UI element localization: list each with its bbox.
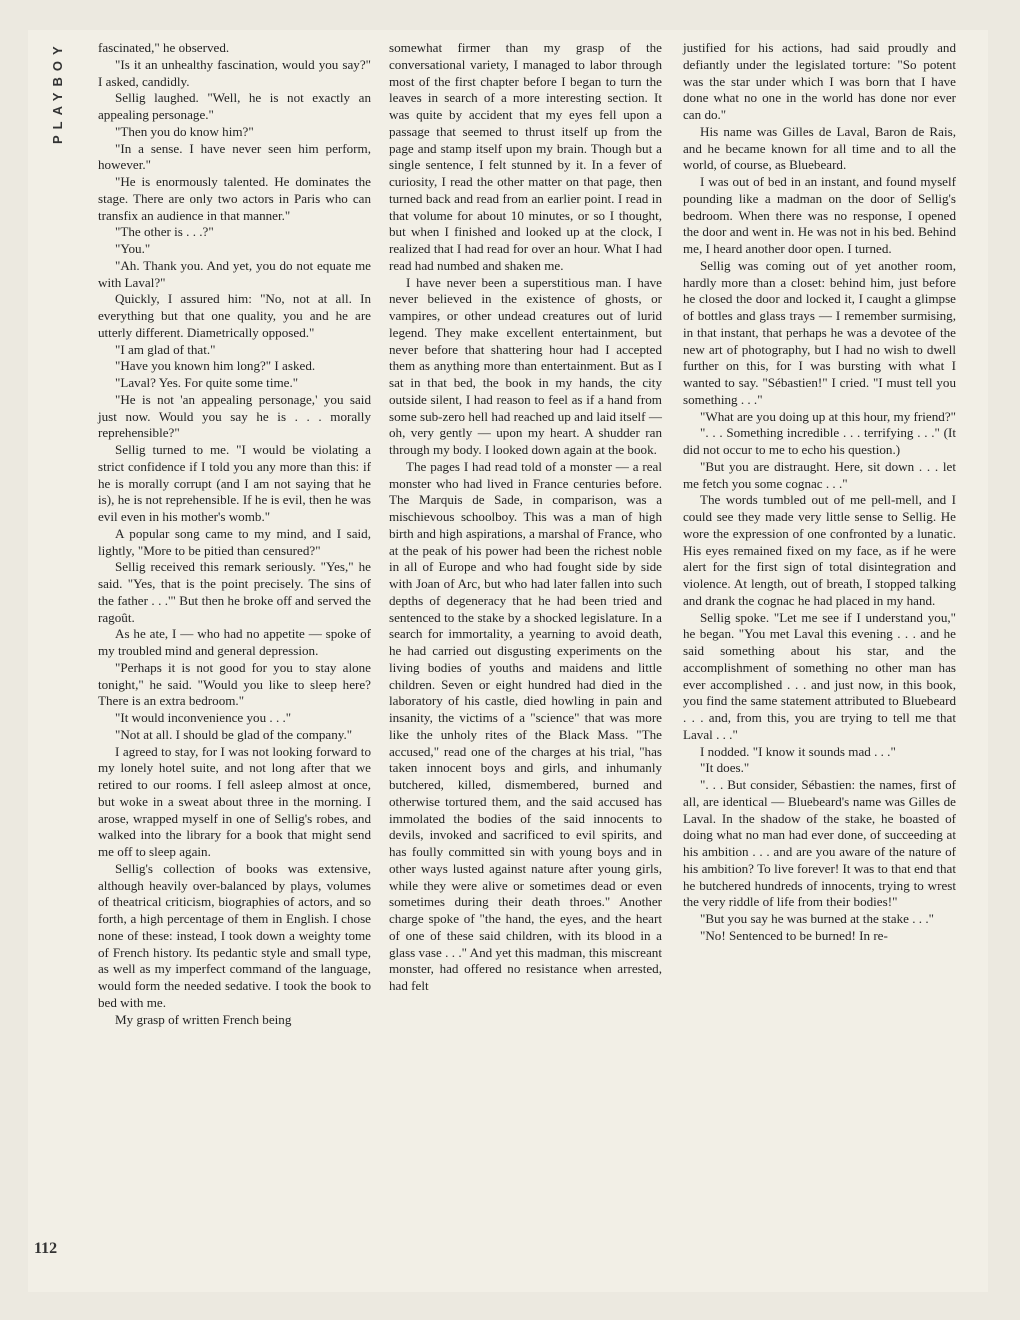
paragraph: Quickly, I assured him: "No, not at all. In everything but that one quality, you and he are utterly different. Diametrically opposed." xyxy=(98,291,371,340)
paragraph: "Laval? Yes. For quite some time." xyxy=(115,375,299,390)
paragraph: I have never been a superstitious man. I have never believed in the existence of ghosts, or vampires, or other undead creatures out of lurid legend. They make excellent entertainment, but never before that shattering hour had I accepted them as anything more than entertainment. But as I sat in that bed, the book in my hands, the city outside silent, I had reason to feel as if a hand from some sub-zero hell had reached up and laid itself — oh, very gently — upon my heart. A shudder ran through my body. I looked down again at the book. xyxy=(389,274,662,457)
paragraph: ". . . Something incredible . . . terrifying . . ." (It did not occur to me to echo his question.) xyxy=(683,425,956,457)
paragraph: "Have you known him long?" I asked. xyxy=(115,358,316,374)
paragraph: "But you say he was burned at the stake . . ." xyxy=(700,911,934,926)
paragraph: "Is it an unhealthy fascination, would you say?" I asked, candidly. xyxy=(98,56,371,89)
paragraph: "I am glad of that." xyxy=(115,341,216,357)
paragraph: His name was Gilles de Laval, Baron de Rais, and he became known for all time and to all the world, of course, as Bluebeard. xyxy=(683,123,956,173)
paragraph: My grasp of written French being xyxy=(115,1011,292,1027)
paragraph: "You." xyxy=(115,241,151,256)
paragraph: somewhat firmer than my grasp of the conversational variety, I managed to labor through most of the first chapter before I began to turn the leaves in search of a more interesting section. It was quite by accident that my eyes fell upon a passage that seemed to thrust itself up from the page and stamp itself upon my brain. Though but a single sentence, I felt stunned by it. In a fever of curiosity, I read the other matter on that page, then turned back and read from an earlier point. I read in that volume for about 10 minutes, or so I thought, but when I finished and looked up at the clock, I realized that I had read for over an hour. What I had read had numbed and shaken me. xyxy=(389,40,662,273)
paragraph: I nodded. "I know it sounds mad . . ." xyxy=(700,743,896,759)
paragraph: "He is enormously talented. He dominates the stage. There are only two actors in Paris who can transfix an audience in that manner." xyxy=(98,174,371,223)
paragraph: "Not at all. I should be glad of the company." xyxy=(115,726,353,742)
paragraph: Sellig laughed. "Well, he is not exactly an appealing personage." xyxy=(98,90,371,122)
paragraph: Sellig's collection of books was extensive, although heavily over-balanced by plays, volumes of theatrical criticism, biographies of actors, and so forth, a high percentage of them in English. I chose none of these: instead, I took down a weighty tome of French history. Its pedantic style and small type, as well as my imperfect command of the language, would form the needed sedative. I took the book to bed with me. xyxy=(98,860,371,1010)
paragraph: "Then you do know him?" xyxy=(115,123,254,139)
paragraph: I was out of bed in an instant, and found myself pounding like a madman on the door of Sellig's bedroom. When there was no response, I opened the door and went in. He was not in his bed. Behind me, I heard another door open. I turned. xyxy=(683,174,956,256)
paragraph: The pages I had read told of a monster — a real monster who had lived in France centuries before. The Marquis de Sade, in comparison, was a mischievous schoolboy. This was a man of high birth and high aspirations, a marshal of France, who at the peak of his power had been the richest noble in all of Europe and who had fought side by side with Joan of Arc, but who had later fallen into such depths of degeneracy that he had been tried and sentenced to the stake by a shocked legislature. In a search for immortality, a yearning to avoid death, he had carried out disgusting experiments on the living bodies of youths and maidens and little children. Seven or eight hundred had died in the laboratory of his castle, died howling in pain and insanity, the victims of a "science" that was more like the unholy rites of the Black Mass. "The accused," read one of the charges at his trial, "has taken innocent boys and girls, and inhumanly butchered, killed, dismembered, burned and otherwise tortured them, and the said accused has immolated the bodies of the said innocents to devils, invoked and sacrificed to evil spirits, and has foully committed sin with young boys and in other ways lusted against nature after young girls, while they were alive or sometimes dead or even sometimes during their death throes." Another charge spoke of "the hand, the eyes, and the heart of one of these said children, with its blood in a glass vase . . ." And yet this madman, this miscreant monster, had offered no resistance when arrested, had felt xyxy=(389,458,662,993)
page-number: 112 xyxy=(34,1240,58,1257)
paragraph: Sellig received this remark seriously. "Yes," he said. "Yes, that is the point precisely. The sins of the father . . .'" But then he broke off and served the ragoût. xyxy=(98,559,371,625)
paragraph: "It would inconvenience you . . ." xyxy=(115,710,292,725)
paragraph: As he ate, I — who had no appetite — spoke of my troubled mind and general depression. xyxy=(98,626,371,658)
text-column-3 xyxy=(683,40,956,945)
magazine-name: PLAYBOY xyxy=(50,40,65,144)
paragraph: fascinated," he observed. xyxy=(98,40,230,55)
paragraph: "In a sense. I have never seen him perform, however." xyxy=(98,140,371,173)
paragraph: "What are you doing up at this hour, my friend?" xyxy=(700,408,956,424)
paragraph: Sellig spoke. "Let me see if I understand you," he began. "You met Laval this evening . . . and he said something about his star, and the accomplishment of something no other man has ever accomplished . . . and just now, in this book, you find the same statement attributed to Bluebeard . . . and, from this, you are trying to tell me that Laval . . ." xyxy=(683,609,956,742)
paragraph: justified for his actions, had said proudly and defiantly under the legislated torture: "So potent was the star under which I was born that I have done what no one in the world has done nor ever can do." xyxy=(683,40,956,122)
paragraph: A popular song came to my mind, and I said, lightly, "More to be pitied than censured?" xyxy=(98,525,371,558)
text-column-2 xyxy=(389,40,662,995)
paragraph: "He is not 'an appealing personage,' you said just now. Would you say he is . . . morally reprehensible?" xyxy=(98,391,371,441)
paragraph: Sellig was coming out of yet another room, hardly more than a closet: behind him, just before he closed the door and locked it, I caught a glimpse of bottles and glass trays — I remember surmising, in that instant, that perhaps he was a devotee of the new art of photography, but I had no wish to dwell further on this, for I was bursting with what I wanted to say. "Sébastien!" I cried. "I must tell you something . . ." xyxy=(683,257,956,407)
paragraph: "But you are distraught. Here, sit down . . . let me fetch you some cognac . . ." xyxy=(683,458,956,491)
paragraph: "The other is . . .?" xyxy=(115,224,214,240)
paragraph: "No! Sentenced to be burned! In re- xyxy=(700,927,888,943)
paragraph: ". . . But consider, Sébastien: the names, first of all, are identical — Bluebeard's name was Gilles de Laval. In the shadow of the stake, he boasted of doing what no man had ever done, of succeeding at his ambition . . . and are you aware of the nature of his ambition? To live forever! It was to that end that he butchered hundreds of innocents, trying to wrest the very riddle of life from their bodies!" xyxy=(683,777,956,910)
paragraph: The words tumbled out of me pell-mell, and I could see they made very little sense to Sellig. He wore the expression of one confronted by a lunatic. His eyes remained fixed on my face, as if he were alert for the first sign of total disintegration and violence. At length, out of breath, I stopped talking and drank the cognac he had placed in my hand. xyxy=(683,492,956,608)
paragraph: Sellig turned to me. "I would be violating a strict confidence if I told you any more than this: if he is morally corrupt (and I am not saying that he is), he is not reprehensible. If he is evil, then he was evil even in his mother's womb." xyxy=(98,442,371,524)
paragraph: "Ah. Thank you. And yet, you do not equate me with Laval?" xyxy=(98,257,371,290)
paragraph: "Perhaps it is not good for you to stay alone tonight," he said. "Would you like to sleep here? There is an extra bedroom." xyxy=(98,659,371,709)
paragraph: I agreed to stay, for I was not looking forward to my lonely hotel suite, and not long after that we retired to our rooms. I fell asleep almost at once, but woke in a sweat about three in the morning. I arose, wrapped myself in one of Sellig's robes, and walked into the library for a book that might send me off to sleep again. xyxy=(98,743,371,859)
paragraph: "It does." xyxy=(700,760,750,776)
text-column-1 xyxy=(98,40,371,1028)
